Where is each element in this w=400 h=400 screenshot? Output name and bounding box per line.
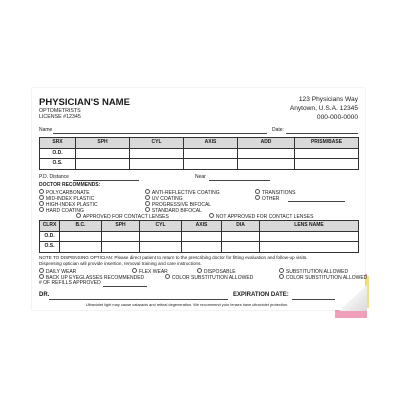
- phone-number: 000-000-0000: [316, 114, 358, 121]
- rx-cell[interactable]: [238, 159, 295, 170]
- option-disposable[interactable]: [197, 268, 236, 275]
- option-label: NOT APPROVED FOR CONTACT LENSES: [215, 213, 314, 220]
- cl-cell[interactable]: [102, 242, 140, 253]
- rx-cell[interactable]: [238, 148, 295, 159]
- checkbox-icon: [279, 274, 284, 279]
- cl-cell[interactable]: [60, 242, 102, 253]
- checkbox-icon: [279, 268, 284, 273]
- rx-header-row: [40, 138, 359, 149]
- doctor-signature-field[interactable]: [49, 299, 228, 300]
- doctor-recommends-title: DOCTOR RECOMMENDS:: [39, 182, 101, 188]
- cl-header-row: [40, 221, 359, 232]
- option-label: HARD COATING: [45, 207, 84, 214]
- option-label: HIGH-INDEX PLASTIC: [45, 201, 98, 208]
- expiration-date-field[interactable]: [292, 299, 335, 300]
- rx-cell[interactable]: [184, 148, 238, 159]
- physician-name: PHYSICIAN'S NAME: [39, 97, 130, 108]
- option-label: COLOR SUBSTITUTION ALLOWED: [171, 274, 254, 281]
- prescription-form: [32, 88, 368, 310]
- option-label: BACK UP EYEGLASSES RECOMMENDED: [45, 274, 145, 281]
- table-row: [40, 242, 359, 253]
- cl-cell[interactable]: [182, 242, 222, 253]
- note-line-2: Dispensing optician will provide insertion, removal training and care instructions.: [39, 261, 202, 266]
- rx-cell[interactable]: [76, 159, 130, 170]
- checkbox-icon: [145, 207, 150, 212]
- address-line-1: 123 Physicians Way: [298, 96, 358, 103]
- rx-header-cell: AXIS: [184, 138, 238, 149]
- cl-header-cell: CLRX: [40, 221, 60, 232]
- name-label: Name: [39, 127, 53, 133]
- cl-cell[interactable]: [222, 242, 260, 253]
- near-field[interactable]: [209, 180, 270, 181]
- cl-row-label: O.S.: [40, 242, 60, 253]
- option-label: OTHER: [261, 195, 280, 202]
- checkbox-icon: [209, 213, 214, 218]
- dr-label: DR.: [39, 292, 50, 298]
- name-field[interactable]: [53, 133, 267, 134]
- option-label: MID-INDEX PLASTIC: [45, 195, 95, 202]
- cl-header-cell: B.C.: [60, 221, 102, 232]
- checkbox-icon: [39, 268, 44, 273]
- rx-header-cell: SRX: [40, 138, 76, 149]
- rx-cell[interactable]: [295, 159, 359, 170]
- rx-header-cell: PRISM/BASE: [295, 138, 359, 149]
- checkbox-icon: [39, 189, 44, 194]
- cl-header-cell: SPH: [102, 221, 140, 232]
- checkbox-icon: [145, 189, 150, 194]
- option-label: UV COATING: [151, 195, 183, 202]
- option-label: SUBSTITUTION ALLOWED: [285, 268, 349, 275]
- cl-cell[interactable]: [140, 231, 182, 242]
- table-row: [40, 231, 359, 242]
- cl-row-label: O.D.: [40, 231, 60, 242]
- license-number: LICENSE #12345: [39, 114, 81, 120]
- subtitle: OPTOMETRISTS: [39, 108, 81, 114]
- checkbox-icon: [145, 201, 150, 206]
- note-line-1: NOTE TO DISPENSING OPTICIAN: Please direct patient to return to the prescribing doctor for fitting evaluation and follow-up visits.: [39, 255, 308, 260]
- checkbox-icon: [255, 189, 260, 194]
- cl-header-cell: LENS NAME: [260, 221, 359, 232]
- option-approved-contacts[interactable]: [76, 213, 169, 220]
- cl-header-cell: AXIS: [182, 221, 222, 232]
- rx-cell[interactable]: [76, 148, 130, 159]
- checkbox-icon: [39, 201, 44, 206]
- refills-label: # OF REFILLS APPROVED: [39, 280, 101, 286]
- option-label: TRANSITIONS: [261, 189, 296, 196]
- date-label: Date:: [272, 127, 284, 133]
- cl-header-cell: CYL: [140, 221, 182, 232]
- other-field[interactable]: [288, 201, 345, 202]
- cl-cell[interactable]: [102, 231, 140, 242]
- checkbox-icon: [255, 195, 260, 200]
- rx-header-cell: ADD: [238, 138, 295, 149]
- pd-distance-label: P.D. Distance: [39, 174, 69, 180]
- checkbox-icon: [132, 268, 137, 273]
- option-not-approved-contacts[interactable]: [209, 213, 313, 220]
- near-label: Near: [195, 174, 206, 180]
- cl-cell[interactable]: [182, 231, 222, 242]
- pd-distance-field[interactable]: [73, 180, 139, 181]
- checkbox-icon: [76, 213, 81, 218]
- checkbox-icon: [197, 268, 202, 273]
- checkbox-icon: [39, 207, 44, 212]
- contact-lens-table: [39, 220, 359, 253]
- rx-row-label: O.D.: [40, 148, 76, 159]
- refills-field[interactable]: [103, 286, 147, 287]
- cl-cell[interactable]: [140, 242, 182, 253]
- cl-cell[interactable]: [260, 231, 359, 242]
- option-label: ANTI-REFLECTIVE COATING: [151, 189, 220, 196]
- table-row: [40, 148, 359, 159]
- checkbox-icon: [145, 195, 150, 200]
- checkbox-icon: [39, 274, 44, 279]
- option-label: STANDARD BIFOCAL: [151, 207, 202, 214]
- address-line-2: Anytown, U.S.A. 12345: [289, 105, 358, 112]
- option-label: FLEX WEAR: [138, 268, 168, 275]
- option-label: POLYCARBONATE: [45, 189, 90, 196]
- rx-cell[interactable]: [295, 148, 359, 159]
- option-color-substitution-a[interactable]: [165, 274, 253, 281]
- option-flex-wear[interactable]: [132, 268, 168, 275]
- option-color-substitution-b[interactable]: [279, 274, 367, 281]
- cl-cell[interactable]: [260, 242, 359, 253]
- rx-cell[interactable]: [130, 148, 184, 159]
- expiration-date-label: EXPIRATION DATE:: [233, 292, 289, 298]
- option-label: DAILY WEAR: [45, 268, 77, 275]
- checkbox-icon: [165, 274, 170, 279]
- option-label: COLOR SUBSTITUTION ALLOWED: [285, 274, 368, 281]
- option-other[interactable]: [255, 195, 279, 202]
- rx-cell[interactable]: [130, 159, 184, 170]
- rx-table: [39, 137, 359, 170]
- cl-cell[interactable]: [222, 231, 260, 242]
- rx-header-cell: SPH: [76, 138, 130, 149]
- option-label: DISPOSABLE: [203, 268, 236, 275]
- rx-header-cell: CYL: [130, 138, 184, 149]
- option-label: APPROVED FOR CONTACT LENSES: [82, 213, 169, 220]
- table-row: [40, 159, 359, 170]
- checkbox-icon: [39, 195, 44, 200]
- uv-disclaimer: Ultraviolet light may cause cataracts and retinal degeneration. We recommend your lenses have ultraviolet protection.: [85, 302, 289, 307]
- option-label: PROGRESSIVE BIFOCAL: [151, 201, 212, 208]
- cl-header-cell: DIA: [222, 221, 260, 232]
- rx-cell[interactable]: [184, 159, 238, 170]
- cl-cell[interactable]: [60, 231, 102, 242]
- rx-row-label: O.S.: [40, 159, 76, 170]
- date-field[interactable]: [286, 133, 358, 134]
